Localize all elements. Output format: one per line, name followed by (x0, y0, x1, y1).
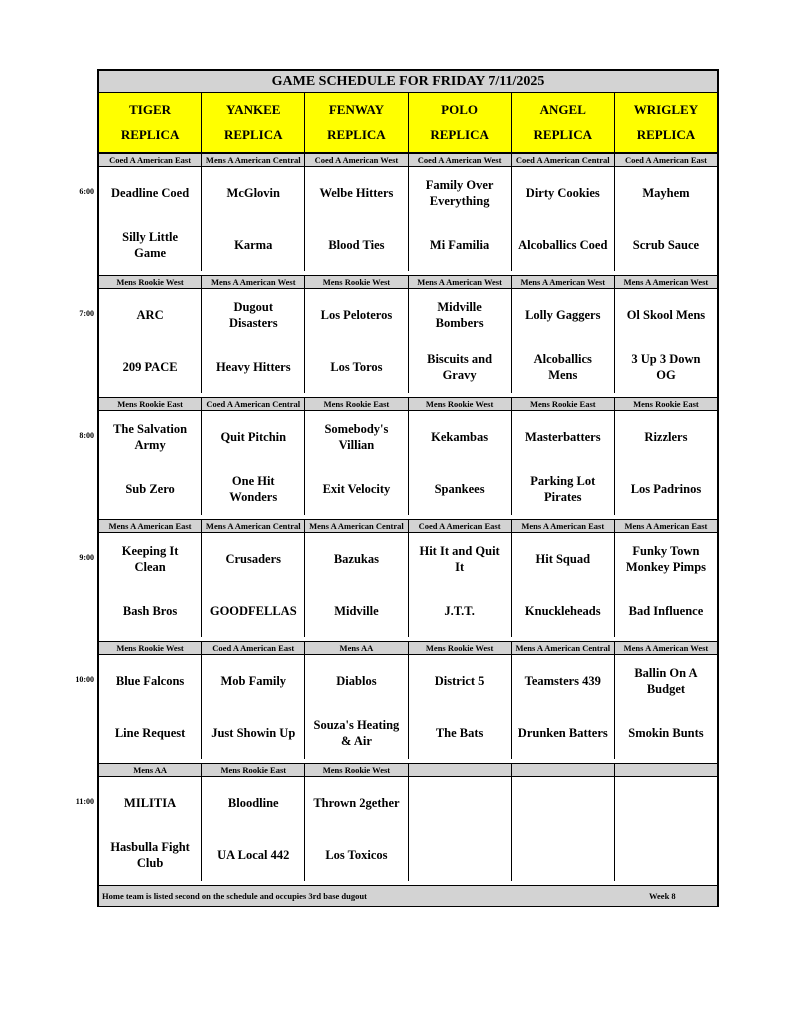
game-cell (615, 289, 717, 393)
game-cell (615, 533, 717, 637)
game-cell (615, 167, 717, 271)
division-label: Mens Rookie West (305, 276, 408, 288)
game-cell (409, 167, 512, 271)
game-row (99, 533, 717, 637)
game-cell (305, 533, 408, 637)
home-team: Parking Lot Pirates (530, 474, 596, 504)
division-label: Mens A American West (202, 276, 305, 288)
game-cell (305, 289, 408, 393)
game-cell (202, 167, 305, 271)
game-cell (512, 777, 615, 881)
home-team: Knuckleheads (524, 604, 601, 618)
division-row (99, 641, 717, 655)
time-label: 7:00 (79, 309, 94, 318)
division-label: Coed A American West (305, 154, 408, 166)
away-team: Lolly Gaggers (525, 308, 601, 322)
home-team: Silly Little Game (122, 230, 179, 260)
game-cell (202, 777, 305, 881)
game-cell (512, 655, 615, 759)
away-team: Blue Falcons (115, 674, 185, 688)
division-label: Coed A American Central (512, 154, 615, 166)
division-row (99, 763, 717, 777)
game-cell (305, 167, 408, 271)
division-row (99, 519, 717, 533)
division-label: Mens A American West (409, 276, 512, 288)
away-team: Masterbatters (524, 430, 601, 444)
away-team: Somebody's Villian (324, 422, 389, 452)
away-team: Mayhem (642, 186, 690, 200)
division-label: Mens Rookie West (99, 642, 202, 654)
away-team: Dirty Cookies (525, 186, 600, 200)
game-cell (409, 289, 512, 393)
home-team: J.T.T. (444, 604, 475, 618)
division-label: Mens Rookie East (99, 398, 202, 410)
field-header-angel (512, 93, 615, 152)
division-label: Mens A American East (512, 520, 615, 532)
away-team: MILITIA (124, 796, 177, 810)
division-row (99, 275, 717, 289)
away-team: Family Over Everything (425, 178, 494, 208)
field-header-fenway (305, 93, 408, 152)
schedule-footer (99, 885, 717, 906)
away-team: Rizzlers (644, 430, 688, 444)
game-cell (409, 777, 512, 881)
footer-note: Home team is listed second on the schedule and occupies 3rd base dugout (102, 891, 367, 901)
home-team: Alcoballics Mens (533, 352, 592, 382)
division-label: Mens Rookie East (512, 398, 615, 410)
away-team: Bazukas (333, 552, 379, 566)
home-team: Scrub Sauce (632, 238, 700, 252)
week-label: Week 8 (649, 891, 676, 901)
home-team: Sub Zero (125, 482, 175, 496)
home-team (409, 829, 511, 881)
game-cell (202, 655, 305, 759)
game-cell (99, 411, 202, 515)
division-label: Mens A American Central (202, 520, 305, 532)
away-team: Crusaders (225, 552, 282, 566)
away-team: McGlovin (226, 186, 280, 200)
game-cell (615, 655, 717, 759)
away-team: Thrown 2gether (313, 796, 400, 810)
field-name: POLO (441, 101, 479, 117)
time-slot-block (99, 763, 717, 881)
division-label: Mens AA (99, 764, 202, 776)
away-team: Teamsters 439 (524, 674, 601, 688)
field-name: YANKEE (226, 101, 281, 117)
game-cell (99, 289, 202, 393)
division-row (99, 153, 717, 167)
home-team (615, 829, 717, 881)
home-team: 209 PACE (122, 360, 178, 374)
division-label: Mens AA (305, 642, 408, 654)
game-cell (99, 167, 202, 271)
home-team: Exit Velocity (322, 482, 391, 496)
game-cell (305, 655, 408, 759)
away-team: District 5 (434, 674, 485, 688)
time-label: 10:00 (75, 675, 94, 684)
time-label: 6:00 (79, 187, 94, 196)
schedule-table (97, 69, 719, 907)
division-label: Coed A American East (409, 520, 512, 532)
field-header-row (99, 93, 717, 153)
home-team: One Hit Wonders (229, 474, 278, 504)
game-cell (202, 289, 305, 393)
game-cell (512, 533, 615, 637)
time-slot-block (99, 275, 717, 393)
home-team: Los Toxicos (325, 848, 388, 862)
game-row (99, 411, 717, 515)
field-name: FENWAY (328, 101, 384, 117)
division-label: Mens Rookie West (305, 764, 408, 776)
field-sub: REPLICA (533, 127, 593, 143)
division-label: Coed A American West (409, 154, 512, 166)
division-label: Mens Rookie East (633, 399, 699, 409)
field-name: TIGER (129, 101, 172, 117)
division-label: Mens A American Central (305, 520, 408, 532)
time-slot-block (99, 641, 717, 759)
division-label: Mens A American East (624, 521, 708, 531)
game-cell (409, 411, 512, 515)
away-team (615, 777, 717, 829)
division-label: Mens A American West (512, 276, 615, 288)
home-team: Souza's Heating & Air (313, 718, 400, 748)
home-team: Heavy Hitters (215, 360, 291, 374)
game-cell (305, 777, 408, 881)
division-label: Mens A American West (623, 277, 709, 287)
home-team: Los Toros (330, 360, 383, 374)
game-row (99, 777, 717, 881)
division-label (512, 764, 615, 776)
division-label: Mens A American Central (512, 642, 615, 654)
home-team: Hasbulla Fight Club (110, 840, 190, 870)
game-cell (512, 411, 615, 515)
home-team: Bash Bros (122, 604, 178, 618)
game-cell (615, 777, 717, 881)
away-team: Los Peloteros (320, 308, 393, 322)
division-label: Coed A American Central (202, 398, 305, 410)
away-team: Funky Town Monkey Pimps (625, 544, 707, 574)
time-slot-block (99, 397, 717, 515)
away-team: Keeping It Clean (121, 544, 179, 574)
field-name: WRIGLEY (633, 101, 699, 117)
division-label: Coed A American East (202, 642, 305, 654)
away-team: The Salvation Army (113, 422, 188, 452)
home-team: 3 Up 3 Down OG (631, 352, 701, 382)
division-label: Coed A American East (624, 155, 707, 165)
home-team: Alcoballics Coed (518, 238, 608, 252)
away-team: Ballin On A Budget (634, 666, 698, 696)
game-row (99, 655, 717, 759)
game-cell (202, 533, 305, 637)
away-team: ARC (136, 308, 164, 322)
home-team: UA Local 442 (217, 848, 290, 862)
home-team: Midville (334, 604, 379, 618)
field-header-wrigley (615, 93, 717, 152)
field-header-tiger (99, 93, 202, 152)
game-cell (99, 777, 202, 881)
away-team: Ol Skool Mens (626, 308, 706, 322)
away-team: Mob Family (220, 674, 287, 688)
home-team (512, 829, 614, 881)
field-sub: REPLICA (224, 127, 283, 143)
game-row (99, 289, 717, 393)
field-header-yankee (202, 93, 305, 152)
field-header-polo (409, 93, 512, 152)
division-label: Mens Rookie West (99, 276, 202, 288)
division-label: Mens A American Central (202, 154, 305, 166)
home-team: Biscuits and Gravy (427, 352, 493, 382)
game-cell (202, 411, 305, 515)
time-label: 11:00 (75, 797, 94, 806)
game-cell (409, 533, 512, 637)
away-team: Deadline Coed (111, 186, 190, 200)
division-label: Mens A American West (623, 643, 709, 653)
home-team: Just Showin Up (211, 726, 296, 740)
home-team: Bad Influence (628, 604, 704, 618)
home-team: Line Request (114, 726, 186, 740)
game-row (99, 167, 717, 271)
away-team: Hit It and Quit It (419, 544, 500, 574)
away-team: Bloodline (227, 796, 279, 810)
game-cell (305, 411, 408, 515)
home-team: Drunken Batters (517, 726, 608, 740)
time-slot-block (99, 153, 717, 271)
away-team: Hit Squad (535, 552, 591, 566)
home-team: Spankees (434, 482, 485, 496)
division-label: Mens A American East (99, 520, 202, 532)
game-cell (615, 411, 717, 515)
home-team: Los Padrinos (630, 482, 702, 496)
away-team: Diablos (336, 674, 377, 688)
away-team: Dugout Disasters (228, 300, 278, 330)
game-cell (512, 167, 615, 271)
field-sub: REPLICA (120, 127, 180, 143)
division-label: Mens Rookie West (409, 642, 512, 654)
home-team: Karma (234, 238, 273, 252)
field-sub: REPLICA (636, 127, 696, 143)
game-cell (99, 655, 202, 759)
game-cell (409, 655, 512, 759)
away-team (409, 777, 511, 829)
time-label: 9:00 (79, 553, 94, 562)
away-team: Midville Bombers (435, 300, 484, 330)
division-label: Mens Rookie East (202, 764, 305, 776)
field-name: ANGEL (539, 101, 586, 117)
away-team: Welbe Hitters (319, 186, 394, 200)
division-label (409, 764, 512, 776)
home-team: GOODFELLAS (209, 604, 297, 618)
time-slot-block (99, 519, 717, 637)
home-team: The Bats (435, 726, 484, 740)
away-team (512, 777, 614, 829)
division-label (615, 764, 717, 776)
away-team: Kekambas (431, 430, 489, 444)
schedule-title: GAME SCHEDULE FOR FRIDAY 7/11/2025 (99, 71, 717, 93)
division-row (99, 397, 717, 411)
division-label: Mens Rookie East (305, 398, 408, 410)
game-cell (512, 289, 615, 393)
field-sub: REPLICA (327, 127, 386, 143)
division-label: Mens Rookie West (409, 398, 512, 410)
game-cell (99, 533, 202, 637)
home-team: Mi Familia (429, 238, 490, 252)
home-team: Smokin Bunts (628, 726, 704, 740)
field-sub: REPLICA (430, 127, 489, 143)
time-label: 8:00 (79, 431, 94, 440)
home-team: Blood Ties (328, 238, 385, 252)
division-label: Coed A American East (99, 154, 202, 166)
away-team: Quit Pitchin (220, 430, 287, 444)
